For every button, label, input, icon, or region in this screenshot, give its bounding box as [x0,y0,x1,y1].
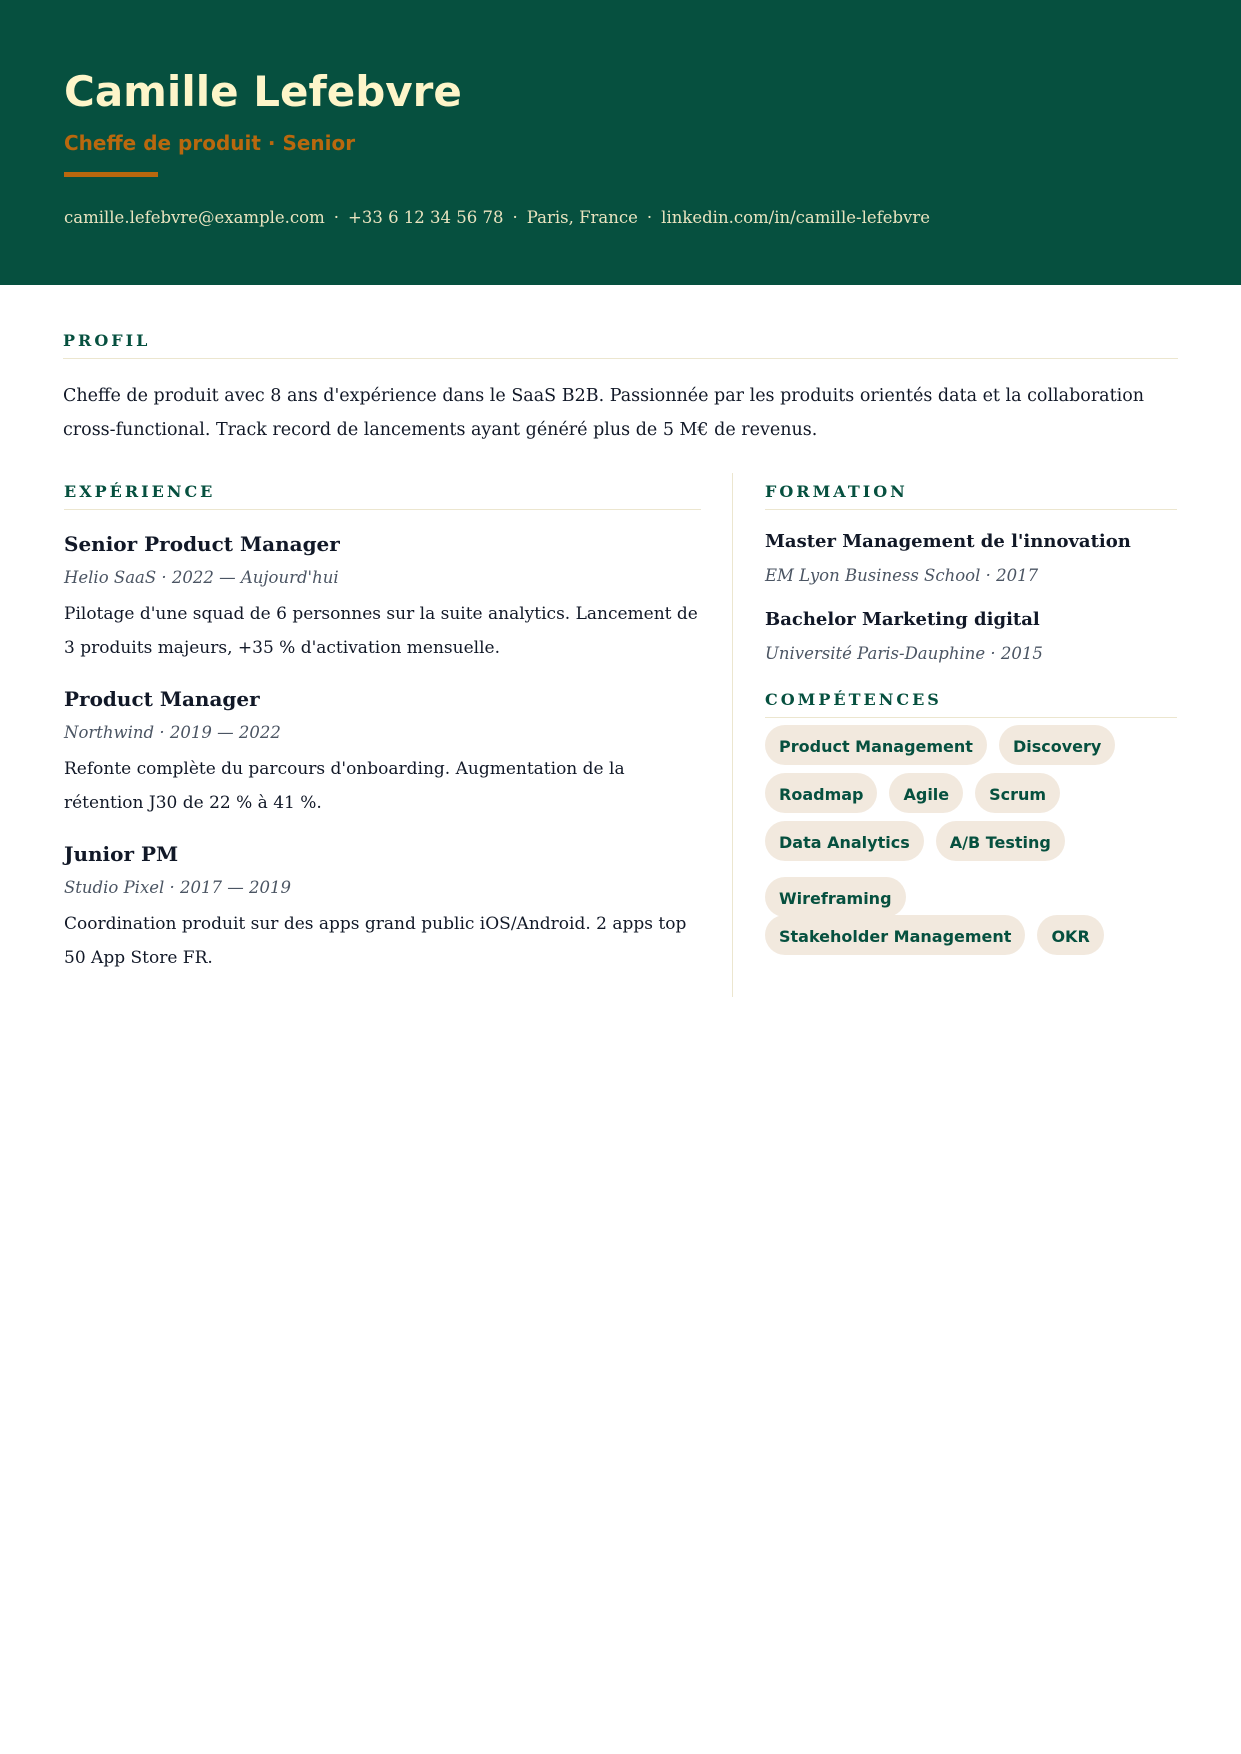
contact-line [64,207,1177,229]
formation-heading: FORMATION [765,482,1177,510]
skill-chip: OKR [1037,915,1103,955]
job-description: Pilotage d'une squad de 6 personnes sur la suite analytics. Lancement de 3 produits majeurs, +35 % d'activation mensuelle. [64,604,698,658]
resume-body [0,285,1241,997]
job-meta: Helio SaaS · 2022 — Aujourd'hui [64,568,339,587]
skill-chip: Roadmap [765,773,877,813]
resume-header [0,0,1241,285]
contact-location: Paris, France [526,208,638,227]
contact-separator: · [646,208,653,227]
experience-heading: EXPÉRIENCE [64,482,701,510]
education-meta: Université Paris-Dauphine · 2015 [765,644,1043,663]
skill-chip: A/B Testing [936,821,1065,861]
contact-linkedin[interactable]: linkedin.com/in/camille-lefebvre [661,208,931,227]
job-entry [64,841,701,975]
skill-chip: Wireframing [765,877,906,917]
job-description: Coordination produit sur des apps grand public iOS/Android. 2 apps top 50 App Store FR. [64,914,687,968]
job-title: Product Manager [64,687,260,711]
education-meta: EM Lyon Business School · 2017 [765,566,1039,585]
contact-separator: · [512,208,518,227]
job-entry [64,686,701,820]
contact-phone[interactable]: +33 6 12 34 56 78 [348,208,504,227]
education-entry [765,608,1177,665]
sidebar-column [733,473,1177,997]
skill-chips [765,725,1185,963]
job-description: Refonte complète du parcours d'onboarding. Augmentation de la rétention J30 de 22 % à 41 %. [64,759,625,813]
education-entry [765,530,1177,587]
job-meta: Northwind · 2019 — 2022 [64,723,281,742]
profil-section [63,285,1178,447]
experience-column [63,473,733,997]
contact-separator: · [333,208,339,227]
education-title: Bachelor Marketing digital [765,609,1040,630]
two-columns [63,473,1178,997]
skill-chip: Scrum [975,773,1060,813]
job-meta: Studio Pixel · 2017 — 2019 [64,878,292,897]
competences-section [765,690,1177,963]
skill-chip: Discovery [999,725,1115,765]
skill-chip: Stakeholder Management [765,915,1025,955]
job-entry [64,531,701,665]
candidate-title: Cheffe de produit · Senior [64,131,356,155]
skill-chip: Agile [889,773,963,813]
education-title: Master Management de l'innovation [765,531,1131,552]
candidate-name: Camille Lefebvre [64,67,462,116]
skill-chip: Data Analytics [765,821,924,861]
competences-heading: COMPÉTENCES [765,690,1177,718]
profil-heading: PROFIL [63,331,1178,359]
contact-email[interactable]: camille.lefebvre@example.com [64,208,325,227]
job-title: Junior PM [64,842,179,866]
profil-text: Cheffe de produit avec 8 ans d'expérience dans le SaaS B2B. Passionnée par les produits orientés data et la collaboration cross-functional. Track record de lancements ayant généré plus de 5 M€ de revenus. [63,386,1145,440]
skill-chip: Product Management [765,725,987,765]
job-title: Senior Product Manager [64,532,340,556]
accent-divider [64,172,158,177]
